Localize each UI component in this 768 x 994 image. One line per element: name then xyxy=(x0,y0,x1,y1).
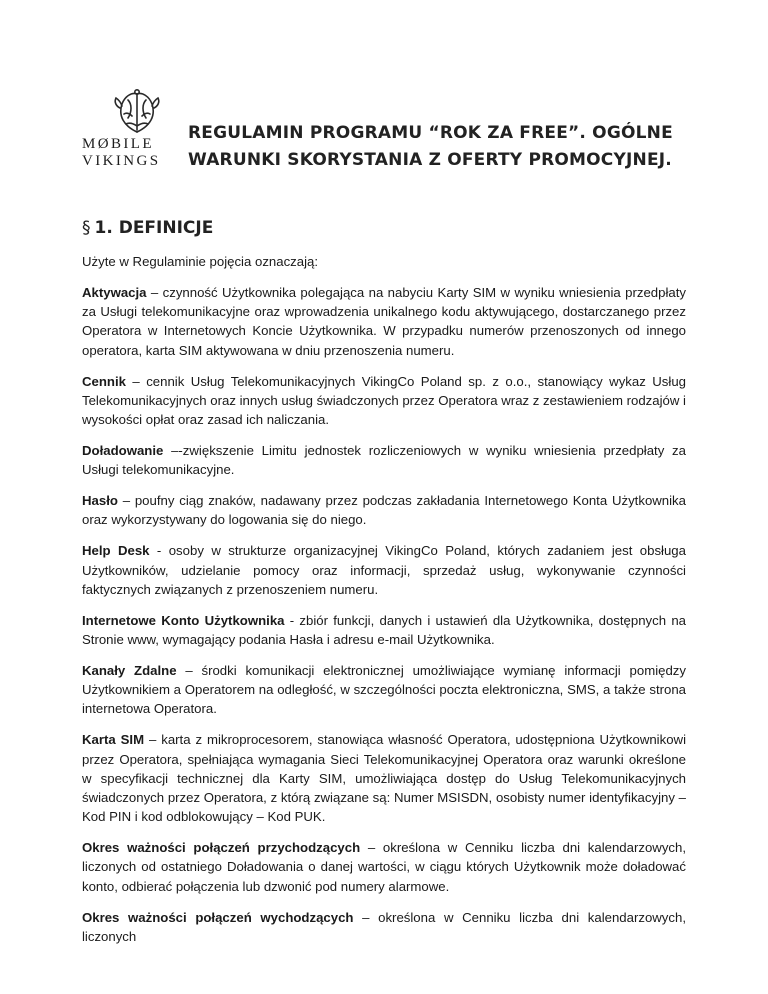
document-header xyxy=(82,88,692,178)
definition-term: Karta SIM xyxy=(82,732,145,748)
definition-text: –-zwiększenie Limitu jednostek rozliczeniowych w wyniku wniesienia przedpłaty za Usługi telekomunikacyjne. xyxy=(82,443,686,478)
definition-term: Help Desk xyxy=(82,543,150,559)
definition-okres-wychodzacych xyxy=(82,908,686,946)
section-heading-text: 1. DEFINICJE xyxy=(94,218,214,238)
definition-kanaly-zdalne xyxy=(82,661,686,719)
definition-text: - osoby w strukturze organizacyjnej VikingCo Poland, których zadaniem jest obsługa Użytkowników, udzielanie pomocy oraz informacji, sprzedaż usług, wykonywanie czynności faktycznych związanych z przenoszeniem numeru. xyxy=(82,543,686,597)
mobile-vikings-logo xyxy=(82,88,192,174)
definition-term: Okres ważności połączeń przychodzących xyxy=(82,840,361,856)
logo-wordmark-line1: MØBILE xyxy=(82,136,154,152)
definition-term: Kanały Zdalne xyxy=(82,663,177,679)
definition-aktywacja xyxy=(82,283,686,360)
definition-internetowe-konto xyxy=(82,611,686,649)
document-title: REGULAMIN PROGRAMU “ROK ZA FREE”. OGÓLNE WARUNKI SKORYSTANIA Z OFERTY PROMOCYJNEJ. xyxy=(188,123,673,170)
definition-text: – cennik Usług Telekomunikacyjnych VikingCo Poland sp. z o.o., stanowiący wykaz Usług Telekomunikacyjnych oraz innych usług świadczonych przez Operatora wraz z zestawieniem rodzajów i wysokości opłat oraz zasad ich naliczania. xyxy=(82,373,686,428)
definition-cennik xyxy=(82,372,686,430)
definition-karta-sim xyxy=(82,730,686,826)
definition-text: – karta z mikroprocesorem, stanowiąca własność Operatora, udostępniona Użytkownikowi przez Operatora, spełniająca wymagania Sieci Telekomunikacyjnej Operatora oraz warunki określone w specyfikacji technicznej dla Karty SIM, umożliwiająca dostęp do Usług Telekomunikacyjnych świadczonych przez Operatora, z którą związane są: Numer MSISDN, osobisty numer identyfikacyjny – Kod PIN i kod odblokowujący – Kod PUK. xyxy=(82,732,686,825)
definition-text: - zbiór funkcji, danych i ustawień dla Użytkownika, dostępnych na Stronie www, wymagający podania Hasła i adresu e-mail Użytkownika. xyxy=(82,612,686,648)
section-heading xyxy=(82,218,213,238)
definition-term: Hasło xyxy=(82,493,118,509)
definition-term: Okres ważności połączeń wychodzących xyxy=(82,909,354,925)
definition-text: – poufny ciąg znaków, nadawany przez podczas zakładania Internetowego Konta Użytkownika oraz wykorzystywany do logowania się do niego. xyxy=(82,493,686,528)
definition-haslo xyxy=(82,491,686,529)
definition-term: Aktywacja xyxy=(82,285,147,300)
viking-ship-emblem-icon xyxy=(110,88,164,134)
intro-paragraph: Użyte w Regulaminie pojęcia oznaczają: xyxy=(82,254,319,269)
definition-term: Doładowanie xyxy=(82,443,164,459)
definition-term: Cennik xyxy=(82,373,126,389)
definition-text: – środki komunikacji elektronicznej umożliwiające wymianę informacji pomiędzy Użytkownikiem a Operatorem na odległość, w szczególności poczta elektroniczna, SMS, a także strona internetowa Operatora. xyxy=(82,663,686,717)
definition-help-desk xyxy=(82,541,686,599)
definition-okres-przychodzacych xyxy=(82,838,686,896)
definition-text: – określona w Cenniku liczba dni kalendarzowych, liczonych xyxy=(82,909,686,944)
logo-wordmark-line2: VIKINGS xyxy=(82,153,161,169)
section-symbol: § xyxy=(82,218,91,238)
document-body xyxy=(82,252,686,958)
definition-text: – czynność Użytkownika polegająca na nabyciu Karty SIM w wyniku wniesienia przedpłaty za Usługi telekomunikacyjne oraz wprowadzenia unikalnego kodu aktywującego, dostarczanego przez Operatora w Internetowych Koncie Użytkownika. W przypadku numerów przenoszonych od innego operatora, karta SIM aktywowana w dniu przenoszenia numeru. xyxy=(82,285,686,358)
definition-text: – określona w Cenniku liczba dni kalendarzowych, liczonych od ostatniego Doładowania o danej wartości, w ciągu których Użytkownik może doładować konto, odbierać połączenia lub dzwonić pod numery alarmowe. xyxy=(82,840,687,894)
definition-doladowanie xyxy=(82,441,686,479)
definition-term: Internetowe Konto Użytkownika xyxy=(82,612,285,628)
